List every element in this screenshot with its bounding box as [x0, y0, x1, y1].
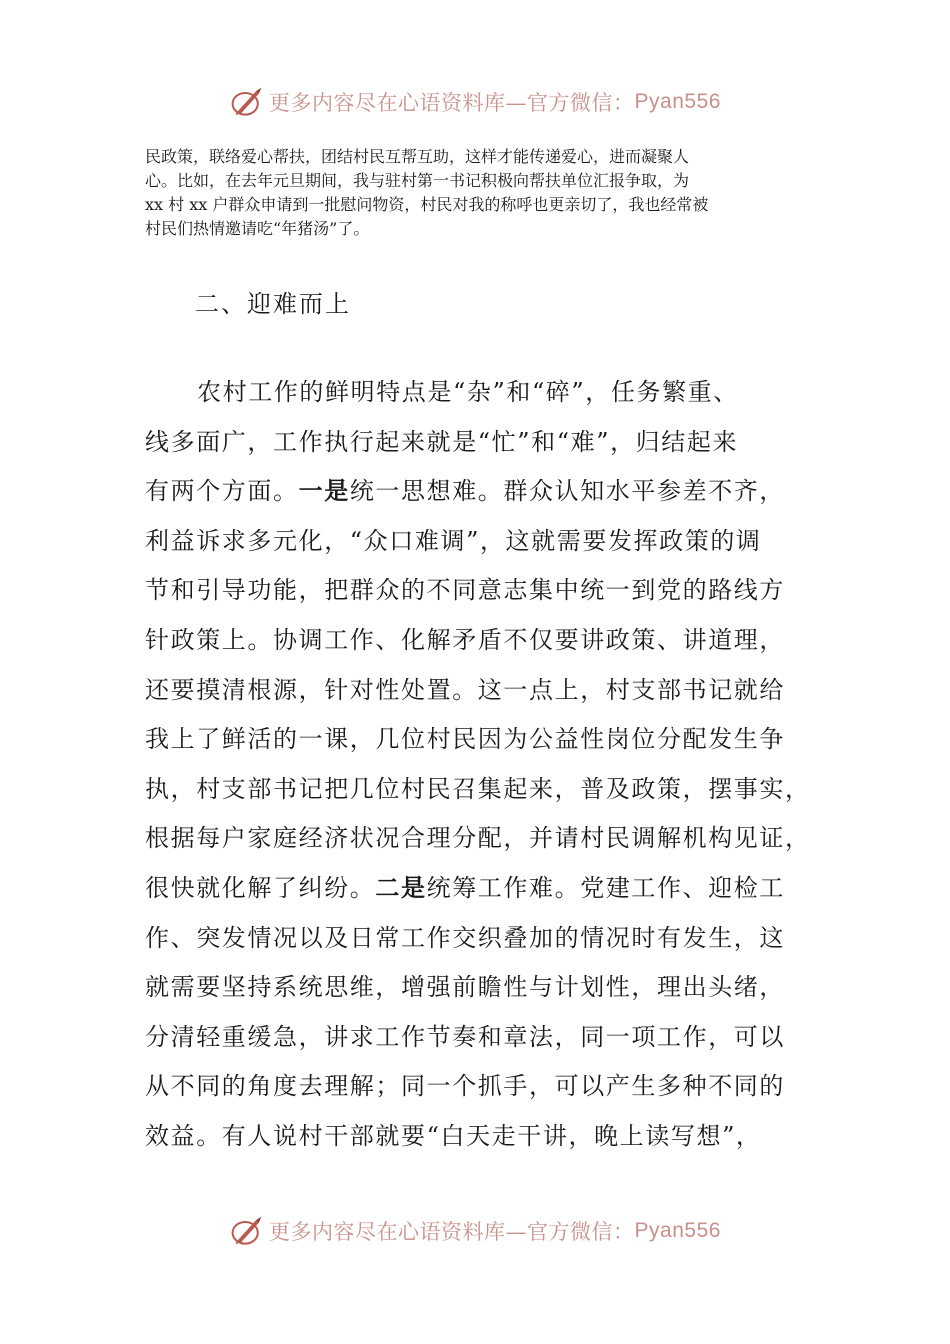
body-line: 利益诉求多元化，“众口难调”，这就需要发挥政策的调	[145, 526, 762, 555]
body-text: 有两个方面。	[145, 477, 299, 506]
footer-watermark-text: 更多内容尽在心语资料库—官方微信：	[269, 1220, 635, 1244]
body-line: 分清轻重缓急，讲求工作节奏和章法，同一项工作，可以	[145, 1022, 785, 1051]
body-line: 节和引导功能，把群众的不同意志集中统一到党的路线方	[145, 576, 785, 605]
intro-paragraph	[145, 145, 805, 241]
quill-pen-logo-icon	[229, 1213, 265, 1249]
body-line: 根据每户家庭经济状况合理分配，并请村民调解机构见证，	[145, 824, 811, 853]
intro-line: 心。比如，在去年元旦期间，我与驻村第一书记积极向帮扶单位汇报争取，为	[145, 171, 690, 190]
body-line: 执，村支部书记把几位村民召集起来，普及政策，摆事实，	[145, 774, 811, 803]
body-line: 作、突发情况以及日常工作交织叠加的情况时有发生，这	[145, 923, 785, 952]
body-text: 很快就化解了纠纷。	[145, 873, 376, 902]
body-line	[145, 471, 805, 521]
header-watermark-text: 更多内容尽在心语资料库—官方微信：	[269, 91, 635, 115]
body-line: 针政策上。协调工作、化解矛盾不仅要讲政策、讲道理，	[145, 625, 785, 654]
footer-watermark-banner	[0, 1209, 950, 1253]
body-line: 从不同的角度去理解；同一个抓手，可以产生多种不同的	[145, 1072, 785, 1101]
body-line: 就需要坚持系统思维，增强前瞻性与计划性，理出头绪，	[145, 973, 785, 1002]
quill-pen-logo-icon	[229, 84, 265, 120]
body-line: 效益。有人说村干部就要“白天走干讲，晚上读写想”，	[145, 1121, 762, 1150]
emphasis-second-point: 二是	[375, 872, 427, 902]
header-wechat-id: Pyan556	[634, 90, 721, 113]
body-line: 我上了鲜活的一课，几位村民因为公益性岗位分配发生争	[145, 725, 785, 754]
body-line	[145, 868, 805, 918]
intro-line: 民政策，联络爱心帮扶，团结村民互帮互助，这样才能传递爱心，进而凝聚人	[145, 147, 690, 166]
body-line: 线多面广，工作执行起来就是“忙”和“难”，归结起来	[145, 427, 739, 456]
body-text: 统筹工作难。党建工作、迎检工	[426, 873, 786, 902]
emphasis-first-point: 一是	[298, 476, 350, 506]
section-heading: 二、迎难而上	[195, 290, 351, 318]
body-line: 还要摸清根源，针对性处置。这一点上，村支部书记就给	[145, 675, 785, 704]
footer-wechat-id: Pyan556	[634, 1219, 721, 1242]
header-watermark-banner	[0, 80, 950, 124]
intro-line: xx 村 xx 户群众申请到一批慰问物资，村民对我的称呼也更亲切了，我也经常被	[145, 195, 709, 214]
body-paragraph	[145, 372, 811, 1166]
body-text: 统一思想难。群众认知水平参差不齐，	[349, 477, 786, 506]
intro-line: 村民们热情邀请吃“年猪汤”了。	[145, 219, 370, 238]
body-line: 农村工作的鲜明特点是“杂”和“碎”，任务繁重、	[197, 378, 739, 406]
